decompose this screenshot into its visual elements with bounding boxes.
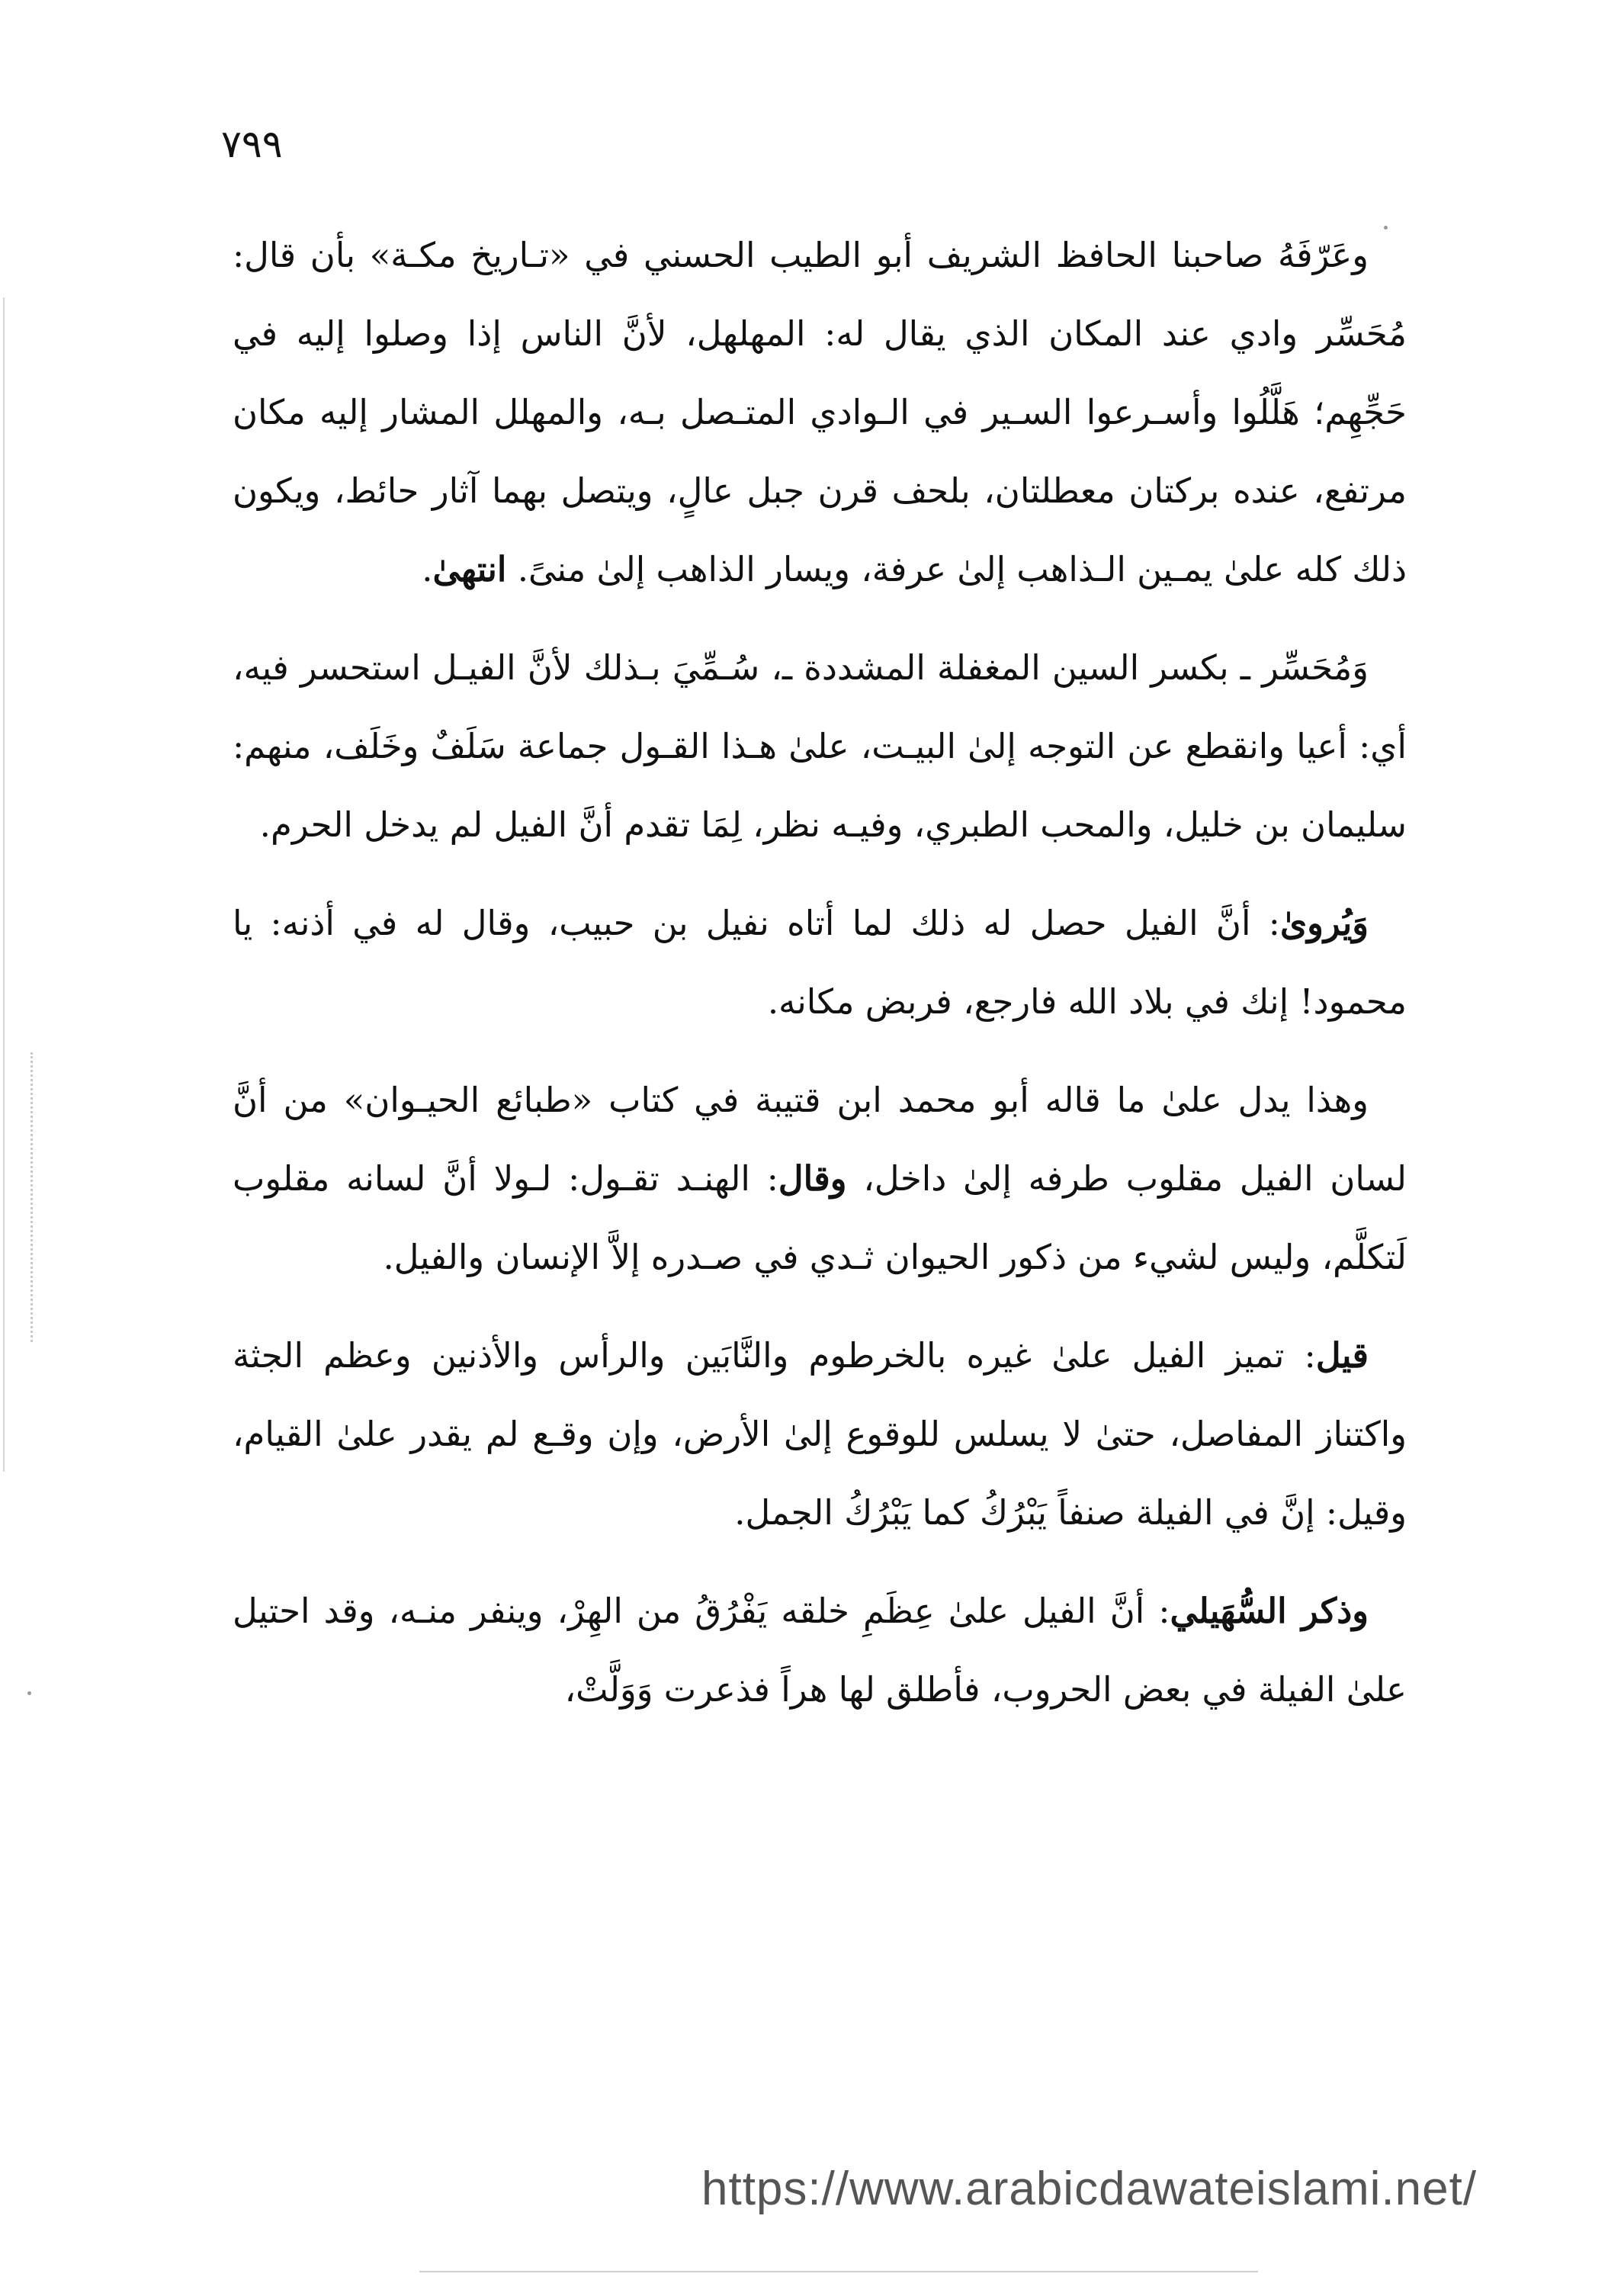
bold-term: وقال bbox=[778, 1158, 847, 1199]
paragraph-text: : الهنـد تقـول: لـولا أنَّ لسانه مقلوب لَتكلَّم، وليس لشيء من ذكور الحيوان ثـدي في صـدره إلاَّ الإنسان والفيل. bbox=[233, 1158, 1407, 1277]
paragraph-text: وَمُحَسِّر ـ بكسر السين المغفلة المشددة ـ، سُـمِّيَ بـذلك لأنَّ الفيـل استحسر فيه، أي: أعيا وانقطع عن التوجه إلىٰ البيـت، علىٰ هـذا القـول جماعة سَلَفٌ وخَلَف، منهم: سليمان بن خليل، والمحب الطبري، وفيـه نظر، لِمَا تقدم أنَّ الفيل لم يدخل الحرم. bbox=[233, 647, 1407, 845]
paragraph bbox=[233, 884, 1407, 1041]
paragraph bbox=[233, 1316, 1407, 1552]
bold-term: وذكر السُّهَيلي bbox=[1170, 1591, 1369, 1631]
bold-term: انتهىٰ bbox=[432, 549, 507, 589]
bottom-rule bbox=[419, 2271, 1258, 2272]
page-number: ٧٩٩ bbox=[221, 122, 283, 166]
paragraph-text: : أنَّ الفيل علىٰ عِظَمِ خلقه يَفْرُقُ من الهِرْ، وينفر منـه، وقد احتيل علىٰ الفيلة في بعض الحروب، فأطلق لها هراً فذعرت وَوَلَّتْ، bbox=[233, 1591, 1407, 1710]
stray-mark bbox=[27, 1691, 31, 1695]
bold-term: قيل bbox=[1315, 1335, 1369, 1376]
paragraph bbox=[233, 1061, 1407, 1296]
bold-term: وَيُروىٰ bbox=[1279, 903, 1369, 943]
paragraph-text: وهذا يدل علىٰ ما قاله أبو محمد ابن قتيبة في كتاب «طبائع الحيـوان» من أنَّ لسان الفيل مقلوب طرفه إلىٰ داخل، bbox=[233, 1080, 1407, 1199]
body-text bbox=[233, 216, 1407, 1749]
left-margin-dots bbox=[30, 1052, 33, 1342]
footer-url[interactable]: https://www.arabicdawateislami.net/ bbox=[701, 2163, 1478, 2215]
paragraph bbox=[233, 216, 1407, 609]
paragraph-text: وعَرّفَهُ صاحبنا الحافظ الشريف أبو الطيب الحسني في «تـاريخ مكـة» بأن قال: مُحَسِّر وادي عند المكان الذي يقال له: المهلهل، لأنَّ الناس إذا وصلوا إليه في حَجِّهِم؛ هَلَّلُوا وأسـرعوا السـير في الـوادي المتـصل بـه، والمهلل المشار إليه مكان مرتفع، عنده بركتان معطلتان، بلحف قرن جبل عالٍ، ويتصل بهما آثار حائط، ويكون ذلك كله علىٰ يمـين الـذاهب إلىٰ عرفة، ويسار الذاهب إلىٰ منىً. bbox=[233, 235, 1407, 589]
left-margin-rule bbox=[3, 297, 5, 1472]
paragraph bbox=[233, 628, 1407, 864]
paragraph bbox=[233, 1572, 1407, 1729]
paragraph-text: . bbox=[422, 549, 433, 589]
paragraph-text: : أنَّ الفيل حصل له ذلك لما أتاه نفيل بن حبيب، وقال له في أذنه: يا محمود! إنك في بلاد الله فارجع، فربض مكانه. bbox=[233, 903, 1407, 1022]
paragraph-text: : تميز الفيل علىٰ غيره بالخرطوم والنَّابَين والرأس والأذنين وعظم الجثة واكتناز المفاصل، حتىٰ لا يسلس للوقوع إلىٰ الأرض، وإن وقـع لم يقدر علىٰ القيام، وقيل: إنَّ في الفيلة صنفاً يَبْرُكُ كما يَبْرُكُ الجمل. bbox=[233, 1335, 1407, 1533]
